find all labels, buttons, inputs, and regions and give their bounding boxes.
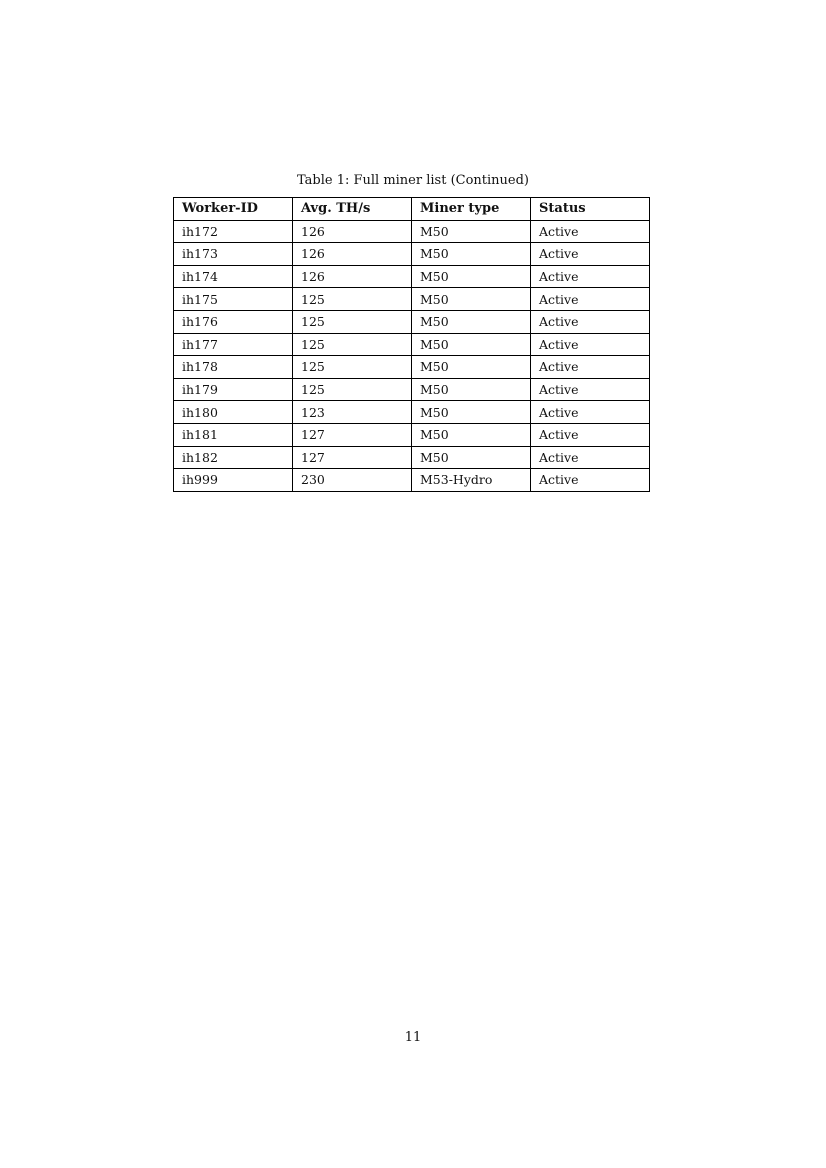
cell-avg-ths: 125 [293,288,412,311]
cell-status: Active [531,423,650,446]
table-row [174,310,650,333]
miner-table [173,197,650,492]
cell-worker-id: ih176 [174,310,293,333]
table-row [174,356,650,379]
table-row [174,401,650,424]
cell-miner-type: M50 [412,378,531,401]
cell-avg-ths: 125 [293,310,412,333]
cell-worker-id: ih174 [174,265,293,288]
table-row [174,446,650,469]
cell-worker-id: ih180 [174,401,293,424]
table-caption: Table 1: Full miner list (Continued) [296,173,529,188]
cell-miner-type: M50 [412,220,531,243]
cell-status: Active [531,310,650,333]
page-number: 11 [404,1030,422,1045]
cell-worker-id: ih182 [174,446,293,469]
cell-status: Active [531,265,650,288]
header-worker-id: Worker-ID [174,198,293,221]
table-body [174,220,650,491]
cell-avg-ths: 127 [293,446,412,469]
cell-avg-ths: 126 [293,220,412,243]
header-status: Status [531,198,650,221]
header-miner-type: Miner type [412,198,531,221]
cell-miner-type: M53-Hydro [412,469,531,492]
cell-avg-ths: 123 [293,401,412,424]
cell-miner-type: M50 [412,401,531,424]
cell-miner-type: M50 [412,310,531,333]
cell-worker-id: ih181 [174,423,293,446]
cell-avg-ths: 126 [293,265,412,288]
table-row [174,220,650,243]
table-row [174,378,650,401]
cell-worker-id: ih177 [174,333,293,356]
cell-status: Active [531,288,650,311]
cell-worker-id: ih172 [174,220,293,243]
cell-miner-type: M50 [412,333,531,356]
table-row [174,333,650,356]
cell-miner-type: M50 [412,446,531,469]
cell-status: Active [531,243,650,266]
cell-avg-ths: 125 [293,356,412,379]
cell-worker-id: ih999 [174,469,293,492]
cell-miner-type: M50 [412,356,531,379]
cell-status: Active [531,446,650,469]
cell-miner-type: M50 [412,265,531,288]
cell-status: Active [531,220,650,243]
cell-status: Active [531,378,650,401]
table-row [174,423,650,446]
cell-avg-ths: 127 [293,423,412,446]
header-avg-ths: Avg. TH/s [293,198,412,221]
table-row [174,265,650,288]
table-row [174,469,650,492]
cell-miner-type: M50 [412,288,531,311]
table-row [174,243,650,266]
cell-miner-type: M50 [412,423,531,446]
cell-miner-type: M50 [412,243,531,266]
cell-status: Active [531,401,650,424]
cell-status: Active [531,469,650,492]
cell-worker-id: ih175 [174,288,293,311]
cell-worker-id: ih173 [174,243,293,266]
cell-avg-ths: 125 [293,333,412,356]
table-header-row [174,198,650,221]
cell-avg-ths: 230 [293,469,412,492]
cell-status: Active [531,356,650,379]
cell-worker-id: ih179 [174,378,293,401]
cell-avg-ths: 125 [293,378,412,401]
cell-status: Active [531,333,650,356]
cell-worker-id: ih178 [174,356,293,379]
table-row [174,288,650,311]
cell-avg-ths: 126 [293,243,412,266]
